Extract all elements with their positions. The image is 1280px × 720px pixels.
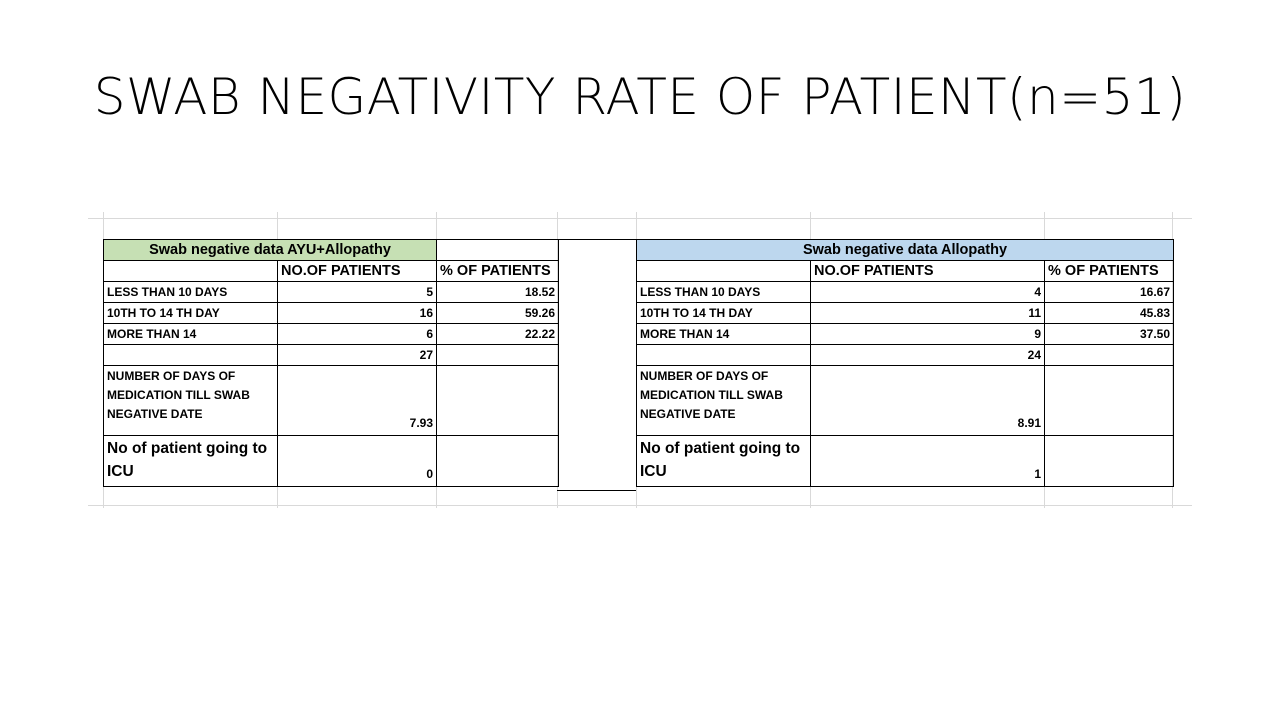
row-label: MORE THAN 14: [637, 324, 811, 345]
days-row: [637, 366, 1174, 436]
right-data-table: [636, 239, 1174, 487]
icu-label: No of patient going to ICU: [104, 436, 278, 487]
total-row: [637, 345, 1174, 366]
empty-cell: [437, 345, 559, 366]
icu-value: 1: [811, 436, 1045, 487]
patients-value: 6: [278, 324, 437, 345]
table-row: [637, 282, 1174, 303]
percent-value: 18.52: [437, 282, 559, 303]
days-value: 7.93: [278, 366, 437, 436]
row-label: LESS THAN 10 DAYS: [637, 282, 811, 303]
group-header: Swab negative data AYU+Allopathy: [104, 240, 437, 261]
row-label: 10TH TO 14 TH DAY: [104, 303, 278, 324]
percent-value: 22.22: [437, 324, 559, 345]
patients-value: 9: [811, 324, 1045, 345]
group-header: Swab negative data Allopathy: [637, 240, 1174, 261]
percent-value: 45.83: [1045, 303, 1174, 324]
empty-cell: [1045, 436, 1174, 487]
col-header-patients: NO.OF PATIENTS: [811, 261, 1045, 282]
empty-cell: [637, 261, 811, 282]
total-value: 24: [811, 345, 1045, 366]
total-value: 27: [278, 345, 437, 366]
table-row: [637, 324, 1174, 345]
table-row: [104, 282, 559, 303]
empty-cell: [437, 366, 559, 436]
percent-value: 16.67: [1045, 282, 1174, 303]
row-label: LESS THAN 10 DAYS: [104, 282, 278, 303]
empty-cell: [637, 345, 811, 366]
empty-cell: [437, 240, 559, 261]
col-header-percent: % OF PATIENTS: [1045, 261, 1174, 282]
icu-label: No of patient going to ICU: [637, 436, 811, 487]
slide-title: SWAB NEGATIVITY RATE OF PATIENT(n=51): [93, 68, 1187, 126]
icu-row: [637, 436, 1174, 487]
days-value: 8.91: [811, 366, 1045, 436]
patients-value: 4: [811, 282, 1045, 303]
days-label: NUMBER OF DAYS OF MEDICATION TILL SWAB NEGATIVE DATE: [637, 366, 811, 436]
patients-value: 16: [278, 303, 437, 324]
percent-value: 59.26: [437, 303, 559, 324]
col-header-patients: NO.OF PATIENTS: [278, 261, 437, 282]
days-row: [104, 366, 559, 436]
icu-row: [104, 436, 559, 487]
empty-cell: [104, 261, 278, 282]
patients-value: 5: [278, 282, 437, 303]
gap-column: [557, 239, 636, 491]
empty-cell: [1045, 366, 1174, 436]
percent-value: 37.50: [1045, 324, 1174, 345]
table-row: [104, 303, 559, 324]
days-label: NUMBER OF DAYS OF MEDICATION TILL SWAB NEGATIVE DATE: [104, 366, 278, 436]
row-label: 10TH TO 14 TH DAY: [637, 303, 811, 324]
table-row: [104, 324, 559, 345]
row-label: MORE THAN 14: [104, 324, 278, 345]
table-row: [637, 303, 1174, 324]
patients-value: 11: [811, 303, 1045, 324]
empty-cell: [1045, 345, 1174, 366]
icu-value: 0: [278, 436, 437, 487]
empty-cell: [437, 436, 559, 487]
total-row: [104, 345, 559, 366]
left-data-table: [103, 239, 559, 487]
empty-cell: [104, 345, 278, 366]
col-header-percent: % OF PATIENTS: [437, 261, 559, 282]
